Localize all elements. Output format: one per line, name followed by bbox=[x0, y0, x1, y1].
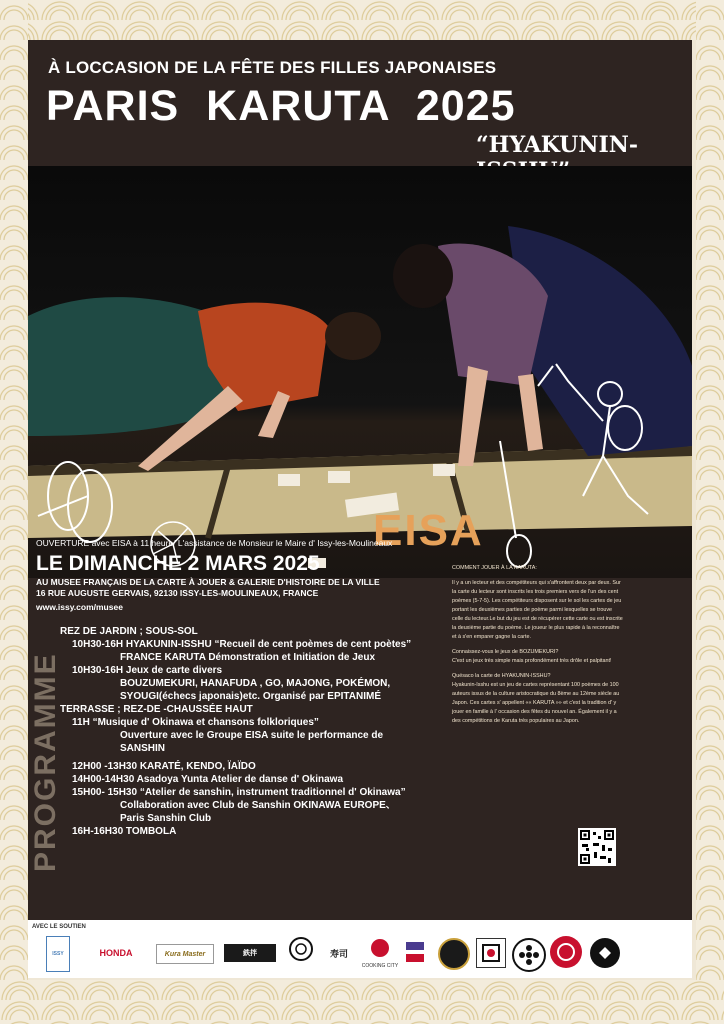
rules-paragraph: Hyakunin-Isshu est un jeu de cartes représentant 100 poèmes de 100 auteurs issus de la culture aristocratique du 8ème au 12ème siècle au Japon. Ces cartes s' appellent «« KARUTA »» et c'est la tradition d' y jouer en famille à l' occasion des fêtes du nouvel an. Également il y a des compétitions de Karuta très populaires au Japon. bbox=[452, 682, 620, 724]
logo-issy: ISSY bbox=[46, 936, 70, 972]
logo-seal-1 bbox=[438, 938, 470, 970]
logo-ippudo bbox=[286, 936, 316, 970]
jaxm-icon bbox=[404, 936, 426, 970]
rules-paragraph: Connaissez-vous le jeux de BOZUMEKURI? bbox=[452, 649, 559, 655]
programme-line: 16H-16H30 TOMBOLA bbox=[72, 826, 177, 837]
rules-paragraph: C'est un jeux très simple mais profondément très drôle et palpitant! bbox=[452, 658, 612, 664]
ippudo-icon bbox=[286, 936, 316, 970]
logo-calligraphy: 寿司 bbox=[329, 948, 348, 959]
logo-cooking-city bbox=[362, 936, 398, 970]
programme-list bbox=[60, 625, 420, 838]
logo-seal-4 bbox=[550, 936, 582, 968]
black-crest-icon bbox=[593, 941, 617, 965]
rules-paragraph: Quésaco la carte de HYAKUNIN-ISSHU? bbox=[452, 673, 551, 679]
programme-line: FRANCE KARUTA Démonstration et Initiation de Jeux bbox=[120, 652, 376, 663]
qr-code-pattern bbox=[578, 828, 616, 866]
address-line-1: AU MUSEE FRANÇAIS DE LA CARTE À JOUER & GALERIE D'HISTOIRE DE LA VILLE bbox=[36, 577, 380, 587]
decorative-wave-right bbox=[696, 0, 724, 1024]
decorative-wave-left bbox=[0, 0, 28, 1024]
programme-line: 11H “Musique d' Okinawa et chansons folkloriques” bbox=[72, 717, 319, 728]
svg-text:COOKING CITY: COOKING CITY bbox=[362, 963, 398, 969]
sponsors-bar bbox=[28, 920, 692, 978]
programme-line: 10H30-16H HYAKUNIN-ISSHU “Recueil de cent poèmes de cent poètes” bbox=[72, 639, 412, 650]
karuta-photo bbox=[28, 166, 692, 578]
event-tagline: “HYAKUNIN- bbox=[476, 132, 638, 158]
programme-line: SANSHIN bbox=[120, 743, 166, 754]
rules-text bbox=[452, 564, 624, 732]
karuta-scene-illustration bbox=[28, 166, 692, 578]
logo-seal-2 bbox=[476, 938, 506, 968]
programme-line: Collaboration avec Club de Sanshin OKINAWA EUROPE、 bbox=[120, 800, 396, 811]
event-title: PARIS KARUTA 2025 bbox=[46, 82, 516, 130]
decorative-wave-top bbox=[0, 0, 724, 40]
programme-line: BOUZUMEKURI, HANAFUDA , GO, MAJONG, POKÉMON, bbox=[120, 678, 391, 689]
programme-line: TERRASSE ; REZ-DE -CHAUSSÉE HAUT bbox=[60, 704, 253, 715]
programme-line: 15H00- 15H30 “Atelier de sanshin, instrument traditionnel d' Okinawa” bbox=[72, 787, 406, 798]
programme-line: SYOUGI(échecs japonais)etc. Organisé par EPITANIMÉ bbox=[120, 691, 382, 702]
website-link[interactable]: www.issy.com/musee bbox=[36, 602, 123, 612]
event-subtitle: À LOCCASION DE LA FÊTE DES FILLES JAPONAISES bbox=[48, 58, 497, 77]
logo-teppan: 鉄拌 bbox=[224, 944, 276, 962]
decorative-wave-bottom bbox=[0, 980, 724, 1024]
programme-line: 10H30-16H Jeux de carte divers bbox=[72, 665, 223, 676]
logo-seal-3 bbox=[512, 938, 546, 972]
logo-seal-5 bbox=[590, 938, 620, 968]
flower-crest-icon bbox=[517, 943, 541, 967]
eisa-label: EISA bbox=[373, 506, 484, 555]
programme-vertical-label: PROGRAMME bbox=[29, 652, 62, 872]
programme-line: 14H00-14H30 Asadoya Yunta Atelier de danse d' Okinawa bbox=[72, 774, 344, 785]
event-date: LE DIMANCHE 2 MARS 2025 bbox=[36, 552, 320, 575]
qr-code[interactable] bbox=[578, 828, 616, 866]
cooking-city-icon bbox=[362, 936, 398, 970]
rules-paragraph: Il y a un lecteur et des compétiteurs qui s'affrontent deux par deux. Sur la carte du lecteur sont inscrits les trois premiers vers de l'un des cent poèmes (5-7-5). Les compétiteurs disposent sur le sol les cartes de jeu portant les deuxièmes parties de poème parmi lesquelles se trouve celle du lecteur.Le but du jeu est de récupérer cette carte ou est inscrite la deuxième partie du poème. Le joueur le plus rapide à la reconnaître et à s'en emparer gagne la carte. bbox=[452, 580, 623, 640]
rules-heading: COMMENT JOUER À LA KARUTA: bbox=[452, 565, 537, 571]
programme-line: Paris Sanshin Club bbox=[120, 813, 212, 824]
red-crest-icon bbox=[554, 940, 578, 964]
crest-icon bbox=[479, 941, 503, 965]
logo-jaxm bbox=[404, 936, 426, 970]
logo-kura-master: Kura Master bbox=[156, 944, 214, 964]
programme-line: Ouverture avec le Groupe EISA suite le performance de bbox=[120, 730, 384, 741]
address-line-2: 16 RUE AUGUSTE GERVAIS, 92130 ISSY-LES-MOULINEAUX, FRANCE bbox=[36, 588, 319, 598]
programme-line: REZ DE JARDIN ; SOUS-SOL bbox=[60, 626, 198, 637]
sponsors-label: AVEC LE SOUTIEN bbox=[32, 924, 86, 930]
opening-note: OUVERTURE avec EISA à 11 heure/ L'assistance de Monsieur le Maire d' Issy-les-Moulineaux bbox=[36, 538, 393, 548]
programme-line: 12H00 -13H30 KARATÉ, KENDO, ÏAÏDO bbox=[72, 761, 256, 772]
logo-honda: HONDA bbox=[99, 948, 133, 958]
